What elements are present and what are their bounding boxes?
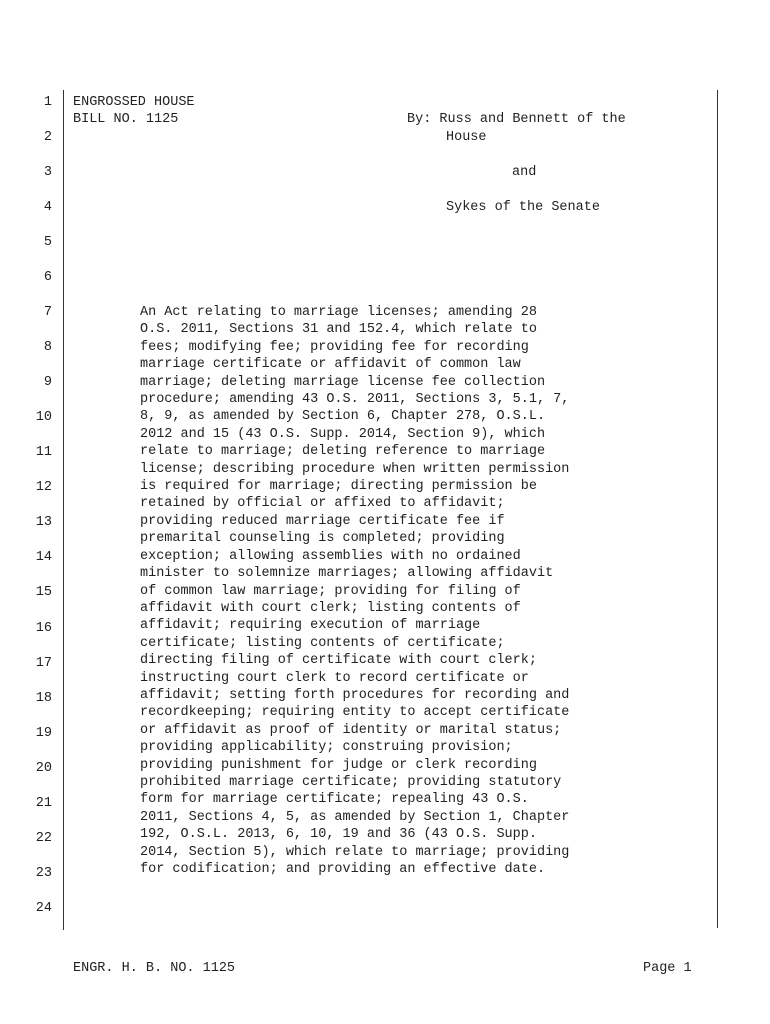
act-title-line: exception; allowing assemblies with no ordained [140, 548, 521, 564]
line-number: 9 [43, 375, 52, 390]
line-number: 15 [35, 585, 52, 600]
act-title-line: minister to solemnize marriages; allowing affidavit [140, 566, 554, 582]
right-margin-rule [717, 90, 718, 928]
act-title-line: providing reduced marriage certificate fee if [140, 513, 505, 529]
sponsor-line: By: Russ and Bennett of the [407, 112, 626, 127]
act-title-line: affidavit; setting forth procedures for recording and [140, 687, 570, 703]
sponsor-senate: Sykes of the Senate [446, 200, 600, 215]
line-number: 24 [35, 901, 52, 916]
line-number: 6 [43, 270, 52, 285]
bill-title-line-1: ENGROSSED HOUSE [73, 95, 195, 110]
act-title-line: for codification; and providing an effective date. [140, 862, 546, 877]
act-title-line: providing applicability; construing provision; [140, 740, 513, 756]
left-margin-rule [63, 90, 64, 930]
act-title-paragraph [140, 304, 569, 878]
line-number: 7 [43, 305, 52, 320]
act-title-line: affidavit; requiring execution of marriage [140, 618, 481, 634]
line-number: 3 [43, 165, 52, 180]
line-number: 19 [35, 726, 52, 741]
act-title-line: 8, 9, as amended by Section 6, Chapter 278, O.S.L. [140, 409, 546, 425]
line-number: 21 [35, 796, 52, 811]
act-title-line: marriage certificate or affidavit of common law [140, 357, 521, 373]
act-title-line: fees; modifying fee; providing fee for recording [140, 339, 529, 355]
act-title-line: directing filing of certificate with court clerk; [140, 653, 537, 669]
line-number: 1 [43, 95, 52, 110]
act-title-line: prohibited marriage certificate; providing statutory [140, 774, 562, 790]
line-number: 23 [35, 866, 52, 881]
line-number: 18 [35, 691, 52, 706]
line-number: 11 [35, 445, 52, 460]
line-number: 20 [35, 761, 52, 776]
line-number: 2 [43, 130, 52, 145]
act-title-line: affidavit with court clerk; listing contents of [140, 600, 521, 616]
line-number: 22 [35, 831, 52, 846]
act-title-line: marriage; deleting marriage license fee collection [140, 374, 546, 390]
act-title-line: license; describing procedure when written permission [140, 461, 570, 477]
act-title-line: instructing court clerk to record certificate or [140, 670, 529, 686]
act-title-line: 2011, Sections 4, 5, as amended by Section 1, Chapter [140, 809, 570, 825]
act-title-line: premarital counseling is completed; providing [140, 531, 505, 547]
line-number: 12 [35, 480, 52, 495]
footer-page-number: Page 1 [643, 961, 692, 976]
act-title-line: form for marriage certificate; repealing 43 O.S. [140, 792, 529, 808]
line-number: 4 [43, 200, 52, 215]
act-title-line: certificate; listing contents of certificate; [140, 635, 505, 651]
act-title-line: or affidavit as proof of identity or marital status; [140, 722, 562, 738]
footer-bill-number: ENGR. H. B. NO. 1125 [73, 961, 236, 976]
sponsor-house: House [446, 130, 487, 145]
act-title-line: providing punishment for judge or clerk recording [140, 757, 537, 773]
line-number: 10 [35, 410, 52, 425]
sponsor-and: and [512, 165, 537, 180]
line-number: 13 [35, 515, 52, 530]
act-title-line: retained by official or affixed to affidavit; [140, 496, 505, 512]
line-number: 17 [35, 656, 52, 671]
act-title-line: procedure; amending 43 O.S. 2011, Sections 3, 5.1, 7, [140, 392, 570, 408]
line-number: 16 [35, 621, 52, 636]
act-title-line: recordkeeping; requiring entity to accept certificate [140, 705, 570, 721]
act-title-line: 2012 and 15 (43 O.S. Supp. 2014, Section 9), which [140, 426, 546, 442]
line-number: 5 [43, 235, 52, 250]
act-title-line: is required for marriage; directing permission be [140, 479, 537, 495]
line-number: 14 [35, 550, 52, 565]
act-title-line: relate to marriage; deleting reference to marriage [140, 444, 546, 460]
act-title-line: O.S. 2011, Sections 31 and 152.4, which relate to [140, 322, 537, 338]
bill-title-line-2: BILL NO. 1125 [73, 112, 179, 127]
act-title-line: of common law marriage; providing for filing of [140, 583, 521, 599]
line-number: 8 [43, 340, 52, 355]
act-title-line: 192, O.S.L. 2013, 6, 10, 19 and 36 (43 O.S. Supp. [140, 827, 537, 843]
act-title-line: 2014, Section 5), which relate to marriage; providing [140, 844, 570, 860]
act-title-line: An Act relating to marriage licenses; amending 28 [140, 305, 537, 320]
